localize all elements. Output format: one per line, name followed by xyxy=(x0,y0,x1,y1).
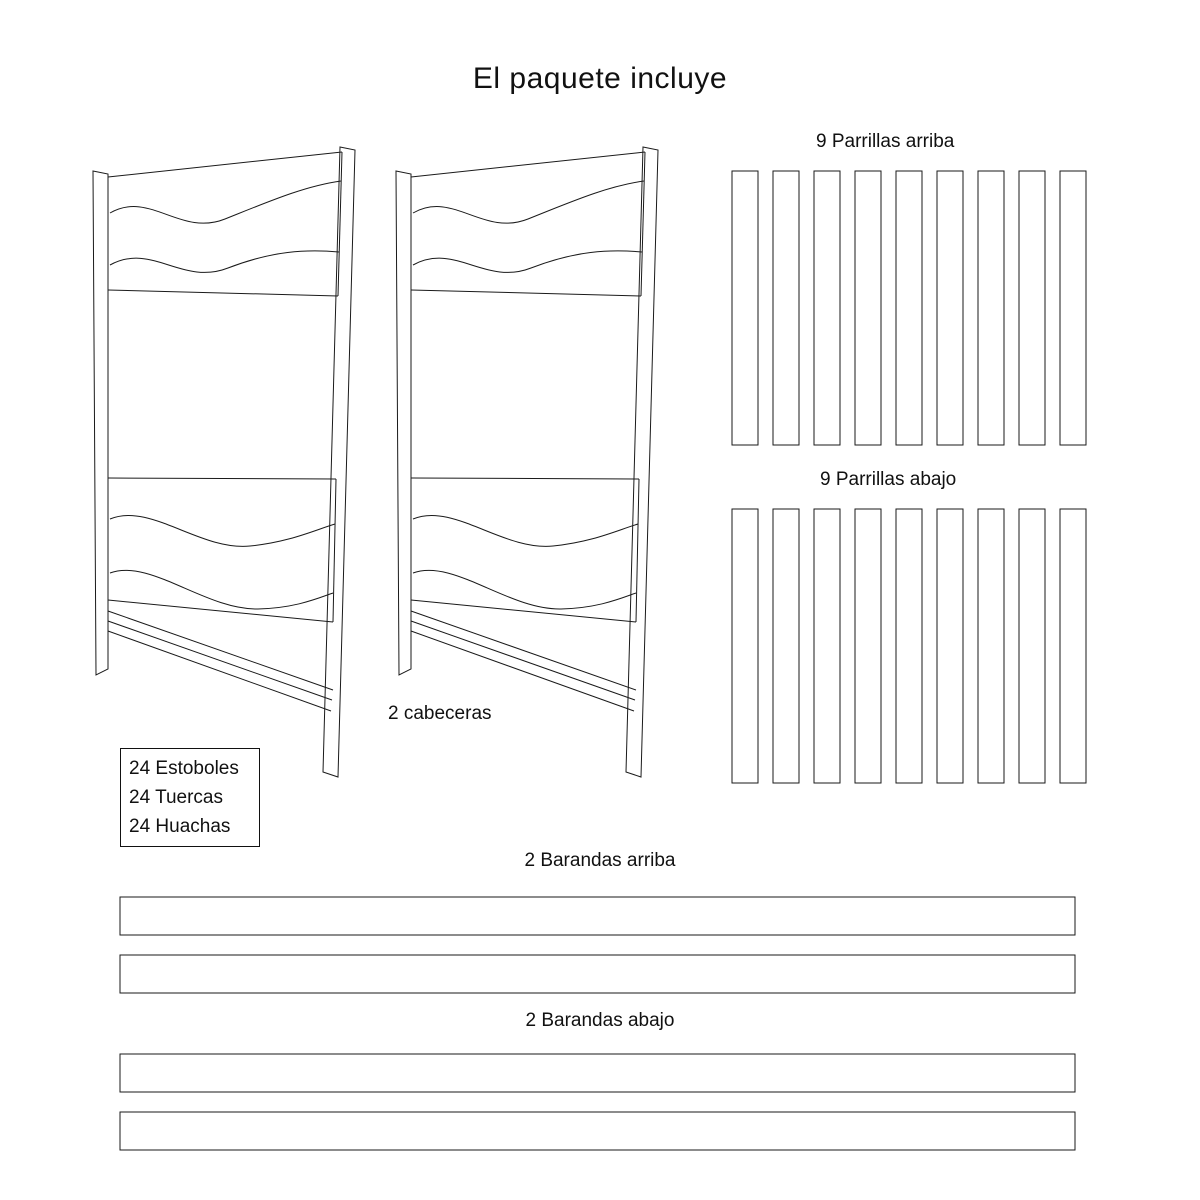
page-title: El paquete incluye xyxy=(472,62,728,95)
slats-bottom-group xyxy=(732,509,1086,783)
hardware-washers: 24 Huachas xyxy=(129,816,231,837)
hardware-nuts: 24 Tuercas xyxy=(129,787,223,808)
caption-rails-top: 2 Barandas arriba xyxy=(524,850,676,871)
caption-headboards: 2 cabeceras xyxy=(388,703,492,724)
caption-slats-top: 9 Parrillas arriba xyxy=(816,131,955,152)
slats-top-group xyxy=(732,171,1086,445)
headboard-part-2 xyxy=(396,147,658,777)
headboard-part-1 xyxy=(93,147,355,777)
hardware-list xyxy=(120,748,260,847)
rails-top-group xyxy=(120,897,1075,993)
hardware-bolts: 24 Estoboles xyxy=(129,758,239,779)
caption-slats-bottom: 9 Parrillas abajo xyxy=(820,469,957,490)
caption-rails-bottom: 2 Barandas abajo xyxy=(525,1010,675,1031)
rails-bottom-group xyxy=(120,1054,1075,1150)
